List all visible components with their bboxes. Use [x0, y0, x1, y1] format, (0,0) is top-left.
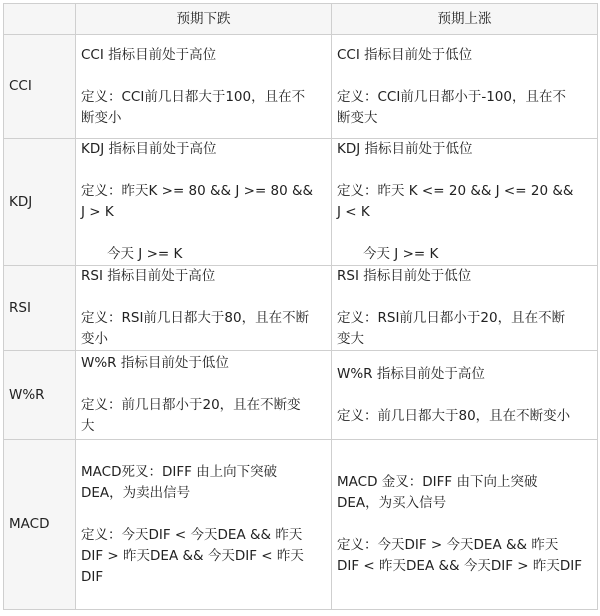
cell-line: 定义：昨天 K <= 20 && J <= 20 &&: [337, 183, 574, 199]
cell-line: 定义：CCI前几日都大于100，且在不: [81, 88, 306, 105]
row-label-cci: CCI: [4, 35, 76, 139]
cell-line: DEA，为买入信号: [337, 495, 447, 511]
cell-line: 定义：前几日都大于80，且在不断变小: [337, 407, 571, 424]
cell-line: DIF > 昨天DEA && 今天DIF < 昨天: [81, 547, 304, 564]
cell-cci-up: [332, 35, 598, 139]
cell-line: 定义：RSI前几日都小于20，且在不断: [337, 310, 566, 326]
cell-line: 定义：今天DIF > 今天DEA && 昨天: [337, 537, 559, 553]
header-expected-up: 预期上涨: [332, 4, 598, 35]
cell-line: RSI 指标目前处于低位: [337, 268, 472, 284]
cell-macd-up: [332, 440, 598, 610]
cell-line: 变大: [337, 331, 364, 347]
row-wr: [4, 351, 598, 440]
cell-cci-down: [76, 35, 332, 139]
cell-rsi-down: [76, 266, 332, 351]
cell-rsi-up: [332, 266, 598, 351]
cell-kdj-up: [332, 139, 598, 266]
cell-line: 断变小: [81, 109, 122, 126]
header-row: [4, 4, 598, 35]
cell-line: MACD 金叉：DIFF 由下向上突破: [337, 474, 538, 490]
cell-line: W%R 指标目前处于低位: [81, 355, 229, 371]
cell-macd-down: [76, 440, 332, 610]
cell-line: 变小: [81, 331, 108, 347]
cell-wr-down: [76, 351, 332, 440]
cell-line: 定义：今天DIF < 今天DEA && 昨天: [81, 526, 303, 543]
row-macd: [4, 440, 598, 610]
row-kdj: [4, 139, 598, 266]
cell-line: DIF < 昨天DEA && 今天DIF > 昨天DIF: [337, 558, 583, 574]
cell-line: CCI 指标目前处于高位: [81, 46, 217, 63]
header-expected-down: 预期下跌: [76, 4, 332, 35]
cell-kdj-down: [76, 139, 332, 266]
cell-line: RSI 指标目前处于高位: [81, 268, 216, 284]
cell-line: CCI 指标目前处于低位: [337, 46, 473, 63]
row-label-rsi: RSI: [4, 266, 76, 351]
header-corner: [4, 4, 76, 35]
cell-line: 今天 J >= K: [107, 246, 183, 262]
cell-line: 定义：RSI前几日都大于80，且在不断: [81, 310, 310, 326]
cell-line: 大: [81, 418, 95, 434]
cell-line: MACD死叉：DIFF 由上向下突破: [81, 463, 278, 480]
row-label-wr: W%R: [4, 351, 76, 440]
row-cci: [4, 35, 598, 139]
cell-line: J > K: [81, 204, 114, 220]
cell-line: KDJ 指标目前处于低位: [337, 141, 473, 157]
cell-line: 今天 J >= K: [363, 246, 439, 262]
cell-line: 断变大: [337, 109, 378, 126]
cell-line: W%R 指标目前处于高位: [337, 365, 485, 382]
cell-line: 定义：前几日都小于20，且在不断变: [81, 397, 301, 413]
cell-line: 定义：昨天K >= 80 && J >= 80 &&: [81, 183, 314, 199]
indicator-table: [3, 3, 598, 610]
cell-line: DEA，为卖出信号: [81, 484, 191, 501]
row-label-macd: MACD: [4, 440, 76, 610]
cell-wr-up: [332, 351, 598, 440]
cell-line: J < K: [337, 204, 370, 220]
row-rsi: [4, 266, 598, 351]
row-label-kdj: KDJ: [4, 139, 76, 266]
cell-line: KDJ 指标目前处于高位: [81, 141, 217, 157]
cell-line: 定义：CCI前几日都小于-100，且在不: [337, 88, 566, 105]
cell-line: DIF: [81, 568, 104, 585]
